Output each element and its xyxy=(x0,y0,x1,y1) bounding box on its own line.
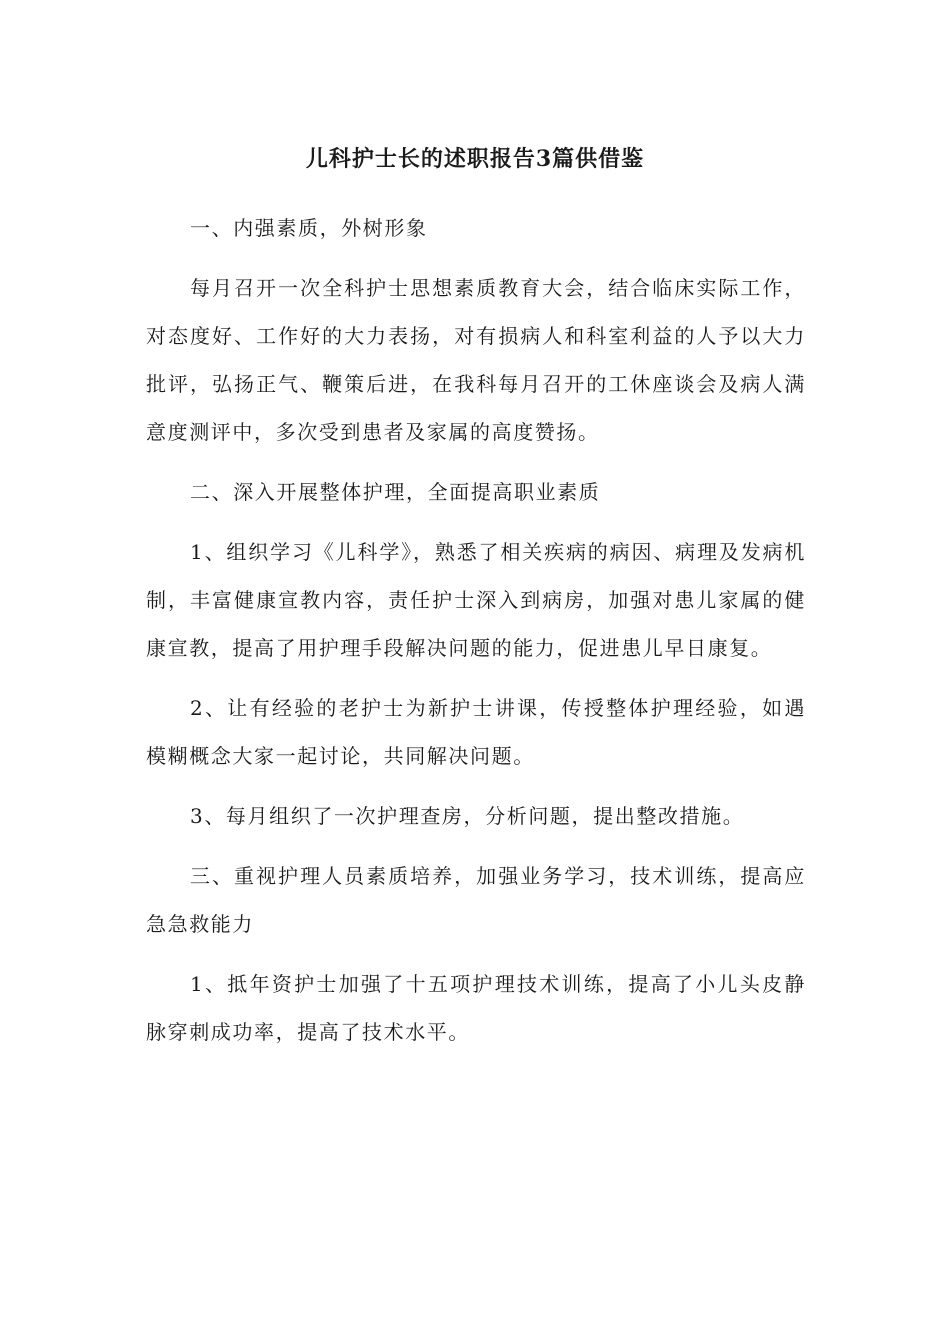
paragraph-2-item-1: 1、组织学习《儿科学》，熟悉了相关疾病的病因、病理及发病机制，丰富健康宣教内容，责任护士深入到病房，加强对患儿家属的健康宣教，提高了用护理手段解决问题的能力，促进患儿早日康复。 xyxy=(146,540,806,660)
section-heading-3: 三、重视护理人员素质培养，加强业务学习，技术训练，提高应急急救能力 xyxy=(146,864,806,936)
section-heading-1: 一、内强素质，外树形象 xyxy=(190,216,428,240)
paragraph-2-item-2: 2、让有经验的老护士为新护士讲课，传授整体护理经验，如遇模糊概念大家一起讨论，共同解决问题。 xyxy=(146,696,806,768)
paragraph-3-item-1: 1、抵年资护士加强了十五项护理技术训练，提高了小儿头皮静脉穿刺成功率，提高了技术水平。 xyxy=(146,972,806,1044)
paragraph-1: 每月召开一次全科护士思想素质教育大会，结合临床实际工作，对态度好、工作好的大力表扬，对有损病人和科室利益的人予以大力批评，弘扬正气、鞭策后进，在我科每月召开的工休座谈会及病人满意度测评中，多次受到患者及家属的高度赞扬。 xyxy=(146,276,806,444)
section-heading-2: 二、深入开展整体护理，全面提高职业素质 xyxy=(190,480,601,504)
paragraph-2-item-3: 3、每月组织了一次护理查房，分析问题，提出整改措施。 xyxy=(190,804,745,828)
document-title: 儿科护士长的述职报告3篇供借鉴 xyxy=(305,146,645,172)
document-body xyxy=(146,204,806,1056)
